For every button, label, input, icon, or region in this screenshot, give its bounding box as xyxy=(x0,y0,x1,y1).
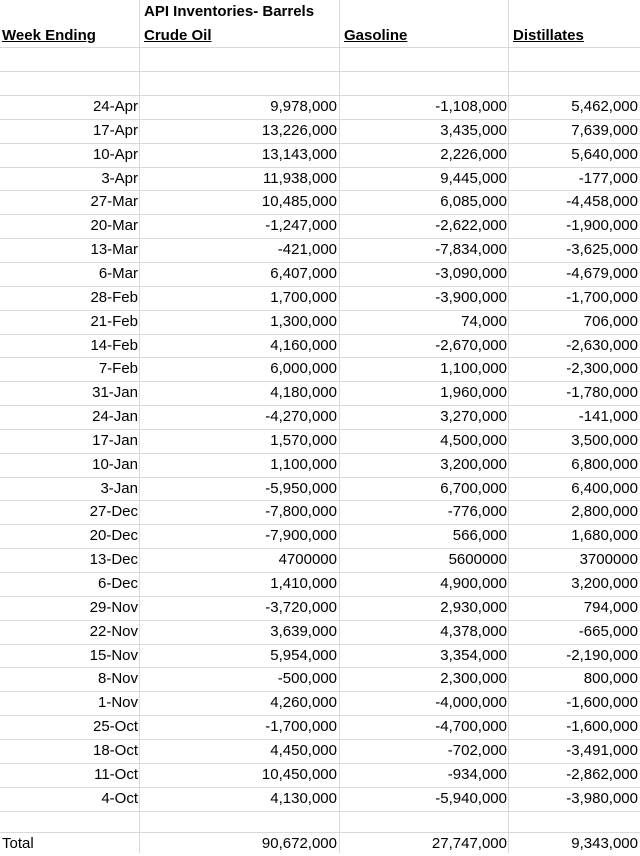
table-row xyxy=(0,262,640,286)
distillates-cell[interactable]: 6,400,000 xyxy=(571,479,638,497)
total-gasoline[interactable]: 27,747,000 xyxy=(431,835,507,852)
crude-cell[interactable]: 1,700,000 xyxy=(270,288,337,306)
crude-cell[interactable]: -4,270,000 xyxy=(265,408,337,426)
gasoline-cell[interactable]: 9,445,000 xyxy=(440,169,507,187)
crude-cell[interactable]: 4700000 xyxy=(278,551,337,569)
week-cell[interactable]: 21-Feb xyxy=(90,312,138,330)
table-row xyxy=(0,667,640,691)
table-row xyxy=(0,95,640,119)
gasoline-cell[interactable]: -934,000 xyxy=(447,765,507,783)
row-gridline xyxy=(0,71,640,72)
distillates-cell[interactable]: -1,900,000 xyxy=(566,217,638,235)
distillates-cell[interactable]: 6,800,000 xyxy=(571,455,638,473)
distillates-cell[interactable]: 1,680,000 xyxy=(571,527,638,545)
table-row xyxy=(0,119,640,143)
table-row xyxy=(0,286,640,310)
gasoline-cell[interactable]: -3,900,000 xyxy=(435,288,507,306)
crude-cell[interactable]: 13,143,000 xyxy=(261,145,337,163)
week-cell[interactable]: 7-Feb xyxy=(98,360,138,378)
week-cell[interactable]: 8-Nov xyxy=(97,670,138,688)
table-row xyxy=(0,596,640,620)
crude-cell[interactable]: 6,407,000 xyxy=(270,264,337,282)
table-row xyxy=(0,453,640,477)
distillates-cell[interactable]: -665,000 xyxy=(578,622,638,640)
table-row xyxy=(0,214,640,238)
crude-cell[interactable]: -7,800,000 xyxy=(265,503,337,521)
crude-cell[interactable]: 4,160,000 xyxy=(270,336,337,354)
crude-cell[interactable]: -1,700,000 xyxy=(265,718,337,736)
table-row xyxy=(0,524,640,548)
table-row xyxy=(0,691,640,715)
table-row xyxy=(0,334,640,358)
distillates-cell[interactable]: 794,000 xyxy=(583,598,638,616)
gasoline-cell[interactable]: 4,500,000 xyxy=(440,431,507,449)
gasoline-cell[interactable]: 2,930,000 xyxy=(440,598,507,616)
table-row xyxy=(0,143,640,167)
table-row xyxy=(0,620,640,644)
gasoline-cell[interactable]: 6,085,000 xyxy=(440,193,507,211)
week-cell[interactable]: 1-Nov xyxy=(97,694,138,712)
distillates-cell[interactable]: 5,640,000 xyxy=(571,145,638,163)
table-row xyxy=(0,477,640,501)
table-row xyxy=(0,310,640,334)
table-row xyxy=(0,787,640,811)
gasoline-cell[interactable]: 4,378,000 xyxy=(440,622,507,640)
header-distillates[interactable]: Distillates xyxy=(513,27,584,44)
gasoline-cell[interactable]: 3,435,000 xyxy=(440,121,507,139)
distillates-cell[interactable]: 2,800,000 xyxy=(571,503,638,521)
gasoline-cell[interactable]: 3,200,000 xyxy=(440,455,507,473)
crude-cell[interactable]: 9,978,000 xyxy=(270,98,337,115)
distillates-cell[interactable]: -1,600,000 xyxy=(566,718,638,736)
distillates-cell[interactable]: 706,000 xyxy=(583,312,638,330)
distillates-cell[interactable]: 3700000 xyxy=(579,551,638,569)
gasoline-cell[interactable]: 3,270,000 xyxy=(440,408,507,426)
table-row xyxy=(0,548,640,572)
crude-cell[interactable]: -7,900,000 xyxy=(265,527,337,545)
week-cell[interactable]: 11-Oct xyxy=(94,765,138,783)
gasoline-cell[interactable]: 6,700,000 xyxy=(440,479,507,497)
distillates-cell[interactable]: -4,679,000 xyxy=(566,264,638,282)
distillates-cell[interactable]: -1,700,000 xyxy=(566,288,638,306)
distillates-cell[interactable]: -2,300,000 xyxy=(566,360,638,378)
crude-cell[interactable]: -5,950,000 xyxy=(265,479,337,497)
total-crude[interactable]: 90,672,000 xyxy=(261,835,337,852)
week-cell[interactable]: 31-Jan xyxy=(92,384,138,402)
crude-cell[interactable]: 1,410,000 xyxy=(270,575,337,592)
table-row xyxy=(0,739,640,763)
crude-cell[interactable]: 11,938,000 xyxy=(263,169,337,187)
crude-cell[interactable]: 1,300,000 xyxy=(270,312,337,330)
distillates-cell[interactable]: -177,000 xyxy=(578,169,638,187)
table-row xyxy=(0,644,640,668)
week-cell[interactable]: 6-Dec xyxy=(97,575,138,592)
gasoline-cell[interactable]: -5,940,000 xyxy=(435,789,507,807)
week-cell[interactable]: 29-Nov xyxy=(89,598,138,616)
crude-cell[interactable]: -1,247,000 xyxy=(265,217,337,235)
table-row xyxy=(0,238,640,262)
total-row xyxy=(0,832,640,856)
distillates-cell[interactable]: -3,491,000 xyxy=(566,741,638,759)
header-row xyxy=(0,24,640,48)
crude-cell[interactable]: 1,100,000 xyxy=(270,455,337,473)
gasoline-cell[interactable]: 5600000 xyxy=(448,551,507,569)
distillates-cell[interactable]: -141,000 xyxy=(578,408,638,426)
title-row xyxy=(0,0,640,24)
table-row xyxy=(0,190,640,214)
header-crude-oil[interactable]: Crude Oil xyxy=(144,27,212,44)
distillates-cell[interactable]: -2,630,000 xyxy=(566,336,638,354)
distillates-cell[interactable]: -3,980,000 xyxy=(566,789,638,807)
distillates-cell[interactable]: -2,190,000 xyxy=(566,646,638,664)
table-row xyxy=(0,167,640,191)
gasoline-cell[interactable]: -3,090,000 xyxy=(435,264,507,282)
distillates-cell[interactable]: 3,500,000 xyxy=(571,431,638,449)
gasoline-cell[interactable]: -2,670,000 xyxy=(435,336,507,354)
week-cell[interactable]: 17-Jan xyxy=(92,431,138,449)
week-cell[interactable]: 27-Mar xyxy=(90,193,138,211)
distillates-cell[interactable]: -1,600,000 xyxy=(566,694,638,712)
gasoline-cell[interactable]: -7,834,000 xyxy=(435,241,507,259)
table-row xyxy=(0,381,640,405)
week-cell[interactable]: 28-Feb xyxy=(90,288,138,306)
distillates-cell[interactable]: 5,462,000 xyxy=(571,98,638,115)
gasoline-cell[interactable]: -4,000,000 xyxy=(435,694,507,712)
crude-cell[interactable]: 6,000,000 xyxy=(270,360,337,378)
week-cell[interactable]: 24-Apr xyxy=(92,98,138,115)
gasoline-cell[interactable]: 1,960,000 xyxy=(440,384,507,402)
week-cell[interactable]: 20-Dec xyxy=(89,527,138,545)
crude-cell[interactable]: 4,130,000 xyxy=(270,789,337,807)
sheet-title[interactable]: API Inventories- Barrels xyxy=(144,3,315,20)
total-distillates[interactable]: 9,343,000 xyxy=(571,835,638,852)
crude-cell[interactable]: -3,720,000 xyxy=(265,598,337,616)
total-label[interactable]: Total xyxy=(2,835,34,852)
gasoline-cell[interactable]: 3,354,000 xyxy=(440,646,507,664)
week-cell[interactable]: 3-Apr xyxy=(101,169,138,187)
week-cell[interactable]: 13-Dec xyxy=(89,551,138,569)
distillates-cell[interactable]: 800,000 xyxy=(583,670,638,688)
crude-cell[interactable]: 5,954,000 xyxy=(270,646,337,664)
gasoline-cell[interactable]: -702,000 xyxy=(447,741,507,759)
crude-cell[interactable]: 4,450,000 xyxy=(270,741,337,759)
crude-cell[interactable]: -421,000 xyxy=(277,241,337,259)
crude-cell[interactable]: 4,180,000 xyxy=(270,384,337,402)
crude-cell[interactable]: 10,485,000 xyxy=(261,193,337,211)
week-cell[interactable]: 4-Oct xyxy=(101,789,138,807)
gasoline-cell[interactable]: 2,226,000 xyxy=(440,145,507,163)
week-cell[interactable]: 10-Apr xyxy=(92,145,138,163)
week-cell[interactable]: 17-Apr xyxy=(92,121,138,139)
distillates-cell[interactable]: 3,200,000 xyxy=(571,575,638,592)
gasoline-cell[interactable]: 2,300,000 xyxy=(440,670,507,688)
gasoline-cell[interactable]: -776,000 xyxy=(447,503,507,521)
week-cell[interactable]: 18-Oct xyxy=(92,741,138,759)
table-row xyxy=(0,572,640,596)
week-cell[interactable]: 24-Jan xyxy=(92,408,138,426)
table-row xyxy=(0,405,640,429)
crude-cell[interactable]: 4,260,000 xyxy=(270,694,337,712)
gasoline-cell[interactable]: 1,100,000 xyxy=(440,360,507,378)
table-row xyxy=(0,500,640,524)
week-cell[interactable]: 22-Nov xyxy=(89,622,138,640)
crude-cell[interactable]: 10,450,000 xyxy=(261,765,337,783)
week-cell[interactable]: 20-Mar xyxy=(90,217,138,235)
week-cell[interactable]: 25-Oct xyxy=(92,718,138,736)
header-week-ending[interactable]: Week Ending xyxy=(2,27,96,44)
gasoline-cell[interactable]: -4,700,000 xyxy=(435,718,507,736)
week-cell[interactable]: 14-Feb xyxy=(90,336,138,354)
week-cell[interactable]: 3-Jan xyxy=(100,479,138,497)
crude-cell[interactable]: 13,226,000 xyxy=(261,121,337,139)
crude-cell[interactable]: 3,639,000 xyxy=(270,622,337,640)
distillates-cell[interactable]: -4,458,000 xyxy=(566,193,638,211)
week-cell[interactable]: 6-Mar xyxy=(98,264,138,282)
gasoline-cell[interactable]: 4,900,000 xyxy=(440,575,507,592)
week-cell[interactable]: 27-Dec xyxy=(89,503,138,521)
table-row xyxy=(0,763,640,787)
table-row xyxy=(0,429,640,453)
week-cell[interactable]: 15-Nov xyxy=(89,646,138,664)
distillates-cell[interactable]: 7,639,000 xyxy=(571,121,638,139)
gasoline-cell[interactable]: 566,000 xyxy=(452,527,507,545)
row-gridline xyxy=(0,811,640,812)
week-cell[interactable]: 10-Jan xyxy=(92,455,138,473)
crude-cell[interactable]: 1,570,000 xyxy=(270,431,337,449)
crude-cell[interactable]: -500,000 xyxy=(277,670,337,688)
header-gasoline[interactable]: Gasoline xyxy=(344,27,408,44)
distillates-cell[interactable]: -3,625,000 xyxy=(566,241,638,259)
table-row xyxy=(0,715,640,739)
table-row xyxy=(0,357,640,381)
gasoline-cell[interactable]: 74,000 xyxy=(461,312,507,330)
gasoline-cell[interactable]: -2,622,000 xyxy=(435,217,507,235)
distillates-cell[interactable]: -2,862,000 xyxy=(566,765,638,783)
week-cell[interactable]: 13-Mar xyxy=(90,241,138,259)
distillates-cell[interactable]: -1,780,000 xyxy=(566,384,638,402)
gasoline-cell[interactable]: -1,108,000 xyxy=(435,98,507,115)
